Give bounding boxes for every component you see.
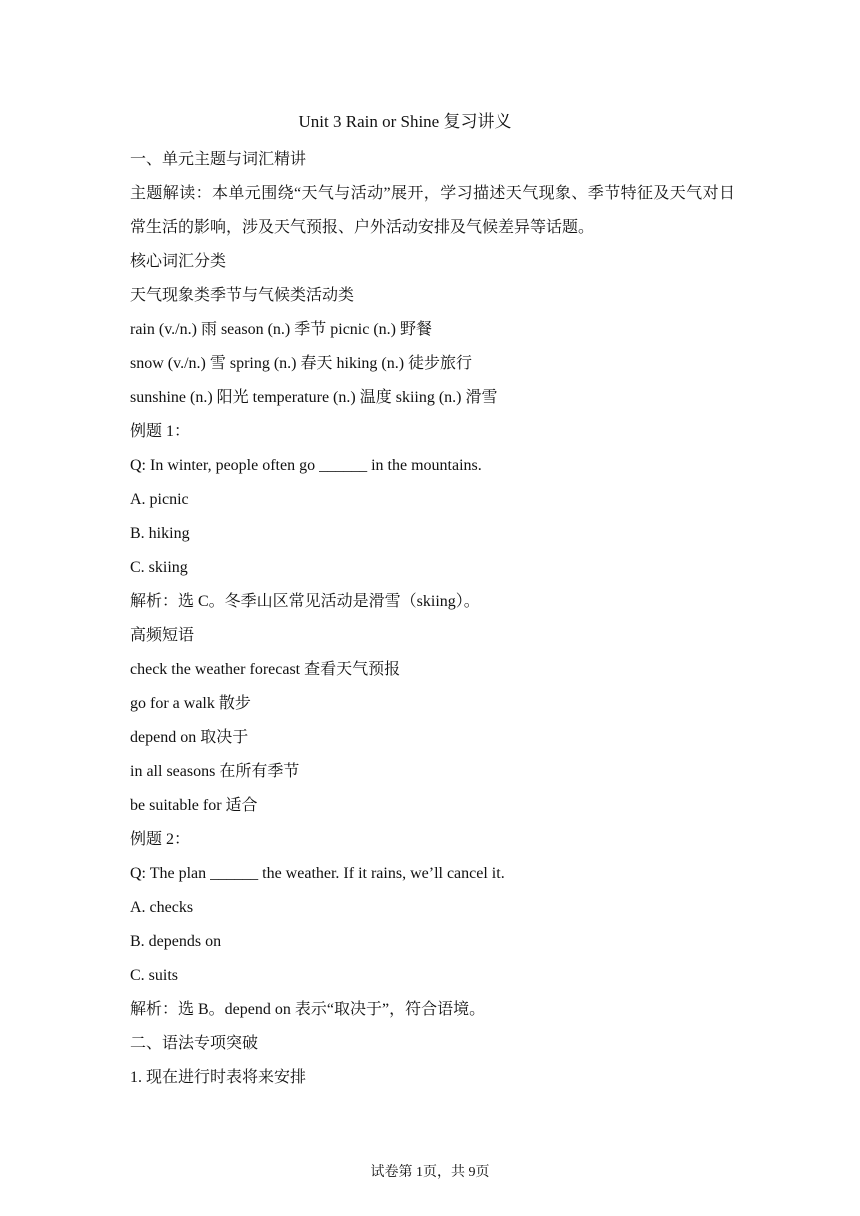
grammar-point-1: 1. 现在进行时表将来安排: [130, 1069, 307, 1086]
phrase-item: depend on 取决于: [130, 729, 249, 746]
vocab-row: sunshine (n.) 阳光 temperature (n.) 温度 skiing (n.) 滑雪: [130, 389, 498, 406]
theme-paragraph: 主题解读：本单元围绕“天气与活动”展开，学习描述天气现象、季节特征及天气对日常生活的影响，涉及天气预报、户外活动安排及气候差异等话题。: [130, 185, 735, 236]
example-2-option-a: A. checks: [130, 899, 194, 916]
vocab-row: rain (v./n.) 雨 season (n.) 季节 picnic (n.) 野餐: [130, 321, 433, 338]
page-footer: 试卷第 1页，共 9页: [370, 1165, 490, 1180]
section-heading-vocab: 一、单元主题与词汇精讲: [130, 151, 307, 168]
phrase-item: go for a walk 散步: [130, 695, 251, 712]
example-1-label: 例题 1：: [130, 423, 191, 440]
example-2-analysis: 解析：选 B。depend on 表示“取决于”，符合语境。: [130, 1001, 486, 1018]
example-2-label: 例题 2：: [130, 831, 191, 848]
phrase-item: in all seasons 在所有季节: [130, 763, 300, 780]
document-title: Unit 3 Rain or Shine 复习讲义: [298, 112, 512, 131]
document-body: [130, 143, 735, 1095]
example-1-option-c: C. skiing: [130, 559, 188, 576]
phrases-heading: 高频短语: [130, 627, 195, 644]
example-2-option-b: B. depends on: [130, 933, 222, 950]
example-1-option-a: A. picnic: [130, 491, 189, 508]
example-1-option-b: B. hiking: [130, 525, 190, 542]
phrase-item: check the weather forecast 查看天气预报: [130, 661, 401, 678]
core-vocab-heading: 核心词汇分类: [130, 253, 227, 270]
example-2-option-c: C. suits: [130, 967, 179, 984]
example-2-question: Q: The plan ______ the weather. If it rains, we’ll cancel it.: [130, 865, 505, 882]
vocab-row: snow (v./n.) 雪 spring (n.) 春天 hiking (n.) 徒步旅行: [130, 355, 473, 372]
phrase-item: be suitable for 适合: [130, 797, 258, 814]
section-heading-grammar: 二、语法专项突破: [130, 1035, 259, 1052]
example-1-question: Q: In winter, people often go ______ in the mountains.: [130, 457, 482, 474]
vocab-categories: 天气现象类季节与气候类活动类: [130, 287, 355, 304]
example-1-analysis: 解析：选 C。冬季山区常见活动是滑雪（skiing）。: [130, 593, 480, 610]
